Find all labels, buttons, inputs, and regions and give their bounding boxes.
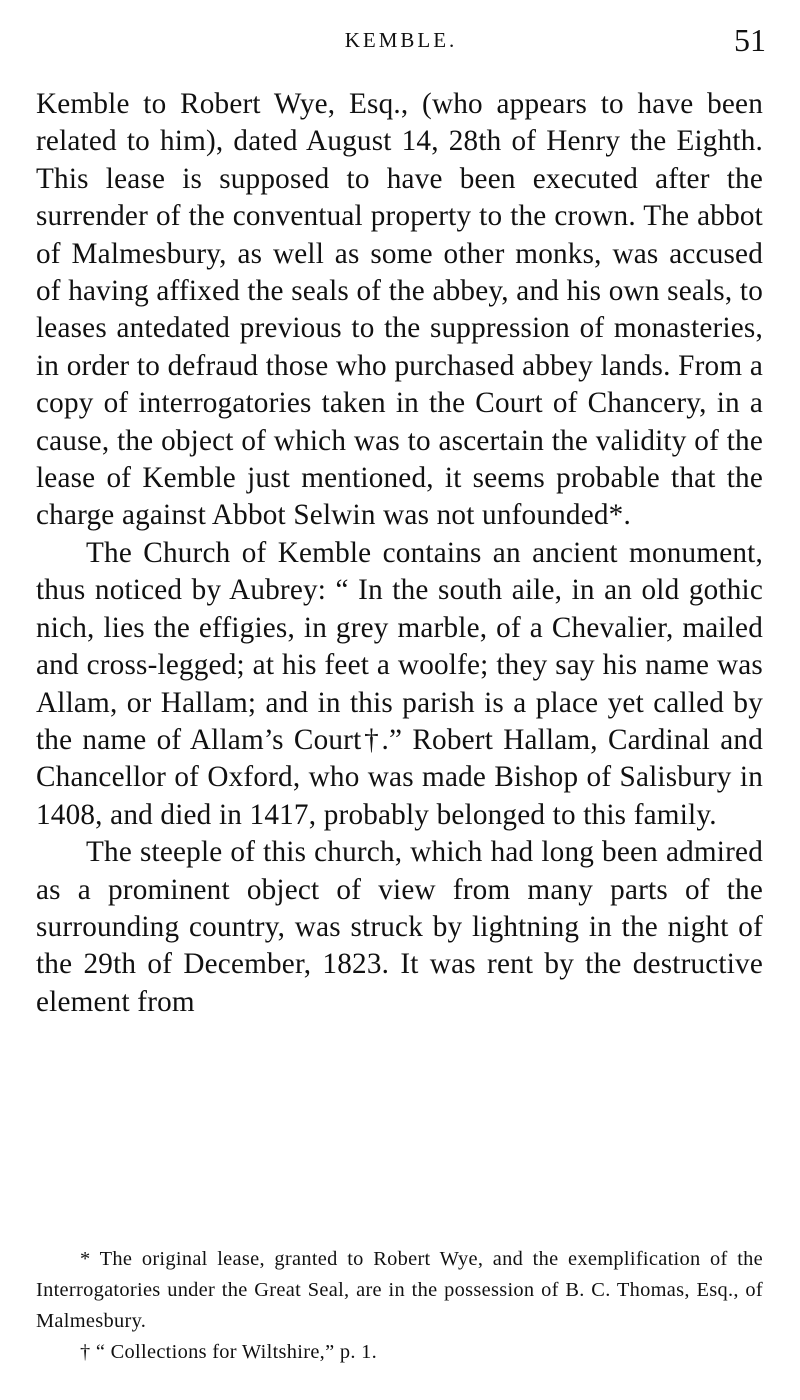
body-text [36, 86, 763, 1021]
footnote-dagger: † “ Collections for Wiltshire,” p. 1. [80, 1341, 378, 1363]
footnotes [36, 1244, 763, 1368]
footnote-asterisk: * The original lease, granted to Robert Wye, and the exemplification of the Interrogatories under the Great Seal, are in the possession of B. C. Thomas, Esq., of Malmesbury. [36, 1248, 763, 1332]
running-title: KEMBLE. [344, 28, 458, 52]
running-head [36, 22, 766, 62]
paragraph-continued: Kemble to Robert Wye, Esq., (who appears to have been related to him), dated August 14, 28th of Henry the Eighth. This lease is supposed to have been executed after the surrender of the conventual property to the crown. The abbot of Malmesbury, as well as some other monks, was accused of having affixed the seals of the abbey, and his own seals, to leases antedated previous to the suppression of monasteries, in order to defraud those who purchased abbey lands. From a copy of interrogatories taken in the Court of Chancery, in a cause, the object of which was to ascertain the validity of the lease of Kemble just mentioned, it seems probable that the charge against Abbot Selwin was not unfounded*. [36, 88, 763, 532]
paragraph-church-monument: The Church of Kemble contains an ancient monument, thus noticed by Aubrey: “ In the south aile, in an old gothic nich, lies the effigies, in grey marble, of a Chevalier, mailed and cross-legged; at his feet a woolfe; they say his name was Allam, or Hallam; and in this parish is a place yet called by the name of Allam’s Court†.” Robert Hallam, Cardinal and Chancellor of Oxford, who was made Bishop of Salisbury in 1408, and died in 1417, probably belonged to this family. [36, 536, 763, 831]
page-number: 51 [734, 22, 766, 58]
paragraph-steeple: The steeple of this church, which had long been admired as a prominent object of view from many parts of the surrounding country, was struck by lightning in the night of the 29th of December, 1823. It was rent by the destructive element from [36, 836, 763, 1018]
